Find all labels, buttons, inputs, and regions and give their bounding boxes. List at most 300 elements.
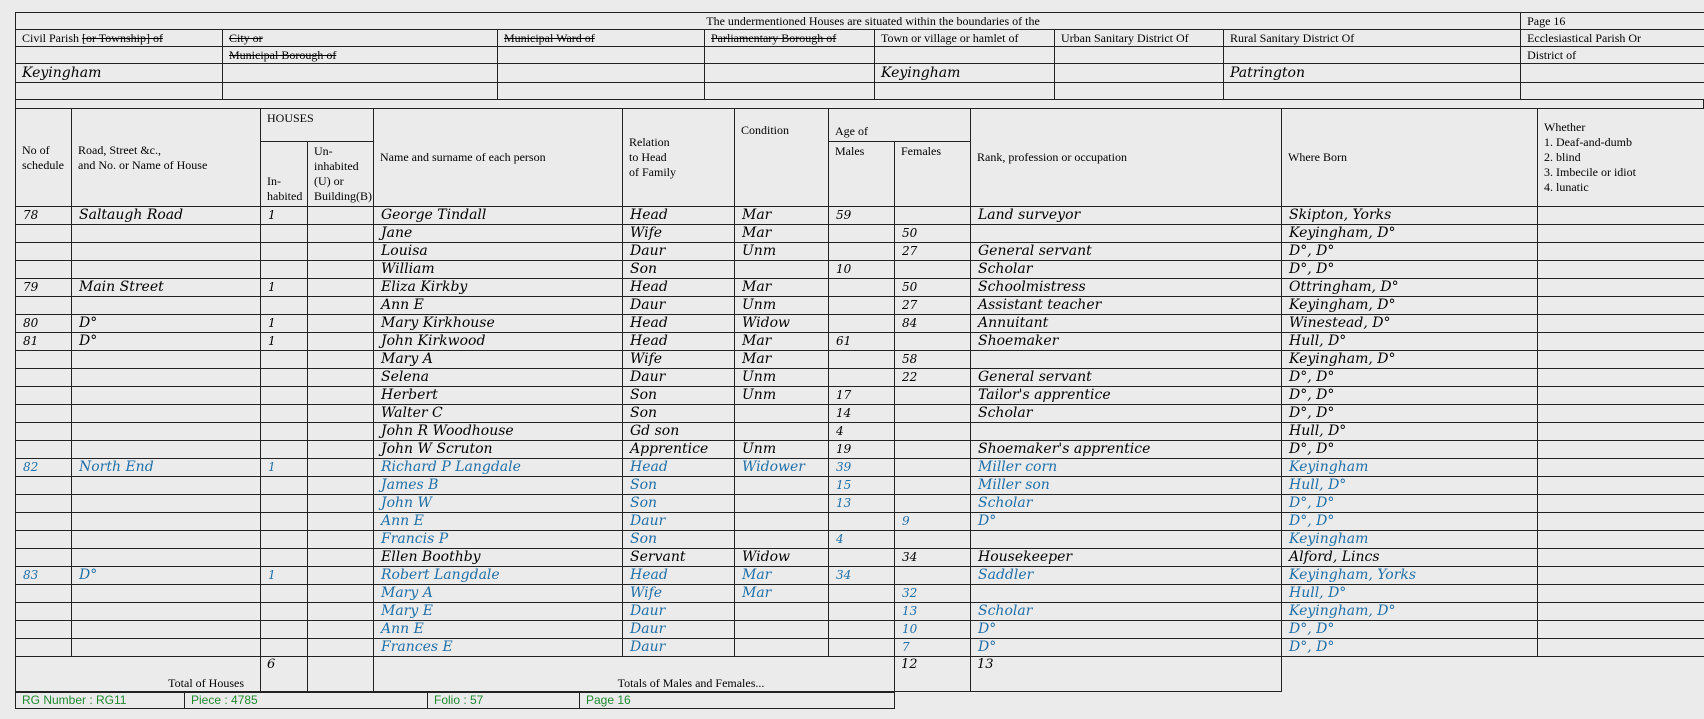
occupation-cell: Scholar	[971, 261, 1282, 279]
male-age-cell: 10	[829, 261, 895, 279]
birthplace-cell: D°, D°	[1282, 405, 1538, 423]
inhabited-cell: 1	[261, 567, 308, 585]
occupation-cell: D°	[971, 513, 1282, 531]
male-age-cell	[829, 513, 895, 531]
col-road: Road, Street &c., and No. or Name of House	[72, 109, 261, 207]
municipal-ward-label: Municipal Ward of	[498, 30, 705, 47]
relation-cell: Son	[623, 477, 735, 495]
birthplace-cell: D°, D°	[1282, 243, 1538, 261]
female-age-cell: 32	[895, 585, 971, 603]
uninhabited-cell	[308, 333, 374, 351]
col-schedule: No of schedule	[16, 109, 72, 207]
whether-cell	[1538, 621, 1704, 639]
civil-parish-label: Civil Parish [or Township] of	[16, 30, 223, 47]
inhabited-cell	[261, 585, 308, 603]
condition-cell	[735, 621, 829, 639]
relation-cell: Daur	[623, 639, 735, 657]
male-age-cell: 13	[829, 495, 895, 513]
male-age-cell	[829, 243, 895, 261]
occupation-cell: Land surveyor	[971, 207, 1282, 225]
person-name-cell: John Kirkwood	[374, 333, 623, 351]
condition-cell	[735, 639, 829, 657]
road-cell: D°	[72, 333, 261, 351]
birthplace-cell: D°, D°	[1282, 495, 1538, 513]
birthplace-cell: D°, D°	[1282, 513, 1538, 531]
census-row	[16, 441, 1704, 459]
inhabited-cell: 1	[261, 207, 308, 225]
occupation-cell	[971, 225, 1282, 243]
uninhabited-cell	[308, 315, 374, 333]
relation-cell: Daur	[623, 603, 735, 621]
occupation-cell: Shoemaker's apprentice	[971, 441, 1282, 459]
occupation-cell: Saddler	[971, 567, 1282, 585]
occupation-cell: General servant	[971, 243, 1282, 261]
whether-cell	[1538, 207, 1704, 225]
female-age-cell	[895, 333, 971, 351]
birthplace-cell: D°, D°	[1282, 387, 1538, 405]
female-age-cell: 58	[895, 351, 971, 369]
birthplace-cell: Keyingham	[1282, 459, 1538, 477]
reference-footer	[15, 692, 895, 709]
person-name-cell: George Tindall	[374, 207, 623, 225]
inhabited-cell	[261, 243, 308, 261]
male-age-cell	[829, 297, 895, 315]
schedule-cell	[16, 495, 72, 513]
census-row	[16, 405, 1704, 423]
male-age-cell: 34	[829, 567, 895, 585]
totals-mf-label: Totals of Males and Females...	[374, 657, 895, 692]
female-age-cell	[895, 261, 971, 279]
census-table	[15, 108, 1704, 692]
road-cell	[72, 603, 261, 621]
occupation-cell: Schoolmistress	[971, 279, 1282, 297]
male-age-cell	[829, 225, 895, 243]
birthplace-cell: Keyingham	[1282, 531, 1538, 549]
female-age-cell: 84	[895, 315, 971, 333]
birthplace-cell: Keyingham, Yorks	[1282, 567, 1538, 585]
col-inhabited: In- habited	[261, 142, 308, 207]
condition-cell: Unm	[735, 297, 829, 315]
inhabited-cell	[261, 423, 308, 441]
census-row	[16, 567, 1704, 585]
schedule-cell	[16, 243, 72, 261]
occupation-cell: Miller corn	[971, 459, 1282, 477]
whether-cell	[1538, 459, 1704, 477]
birthplace-cell: Hull, D°	[1282, 423, 1538, 441]
whether-cell	[1538, 261, 1704, 279]
schedule-cell	[16, 621, 72, 639]
female-age-cell	[895, 495, 971, 513]
census-row	[16, 477, 1704, 495]
schedule-cell	[16, 351, 72, 369]
road-cell	[72, 405, 261, 423]
condition-cell: Unm	[735, 243, 829, 261]
person-name-cell: Ann E	[374, 513, 623, 531]
inhabited-cell	[261, 261, 308, 279]
female-age-cell	[895, 531, 971, 549]
person-name-cell: John W	[374, 495, 623, 513]
birthplace-cell: D°, D°	[1282, 441, 1538, 459]
person-name-cell: James B	[374, 477, 623, 495]
male-age-cell: 19	[829, 441, 895, 459]
census-row	[16, 549, 1704, 567]
road-cell	[72, 585, 261, 603]
inhabited-cell	[261, 405, 308, 423]
person-name-cell: Walter C	[374, 405, 623, 423]
uninhabited-cell	[308, 549, 374, 567]
person-name-cell: Mary A	[374, 351, 623, 369]
uninhabited-cell	[308, 225, 374, 243]
female-age-cell	[895, 423, 971, 441]
uninhabited-cell	[308, 567, 374, 585]
road-cell	[72, 477, 261, 495]
census-row	[16, 207, 1704, 225]
male-age-cell	[829, 351, 895, 369]
relation-cell: Head	[623, 315, 735, 333]
relation-cell: Head	[623, 459, 735, 477]
census-rows	[16, 207, 1704, 657]
inhabited-cell	[261, 387, 308, 405]
male-age-cell: 4	[829, 423, 895, 441]
female-age-cell	[895, 567, 971, 585]
occupation-cell: Shoemaker	[971, 333, 1282, 351]
condition-cell: Mar	[735, 333, 829, 351]
male-age-cell	[829, 639, 895, 657]
inhabited-cell	[261, 441, 308, 459]
relation-cell: Son	[623, 531, 735, 549]
census-row	[16, 387, 1704, 405]
person-name-cell: Selena	[374, 369, 623, 387]
footer-page: Page 16	[580, 693, 895, 709]
occupation-cell: Scholar	[971, 405, 1282, 423]
whether-cell	[1538, 549, 1704, 567]
inhabited-cell	[261, 603, 308, 621]
condition-cell: Mar	[735, 351, 829, 369]
relation-cell: Daur	[623, 513, 735, 531]
whether-cell	[1538, 369, 1704, 387]
female-age-cell	[895, 477, 971, 495]
inhabited-cell	[261, 621, 308, 639]
road-cell	[72, 423, 261, 441]
col-where-born: Where Born	[1282, 109, 1538, 207]
relation-cell: Wife	[623, 351, 735, 369]
female-age-cell	[895, 405, 971, 423]
uninhabited-cell	[308, 531, 374, 549]
census-row	[16, 603, 1704, 621]
city-label: City or	[223, 30, 498, 47]
condition-cell: Mar	[735, 225, 829, 243]
whether-cell	[1538, 567, 1704, 585]
total-houses-value: 6	[261, 657, 308, 692]
town-label: Town or village or hamlet of	[875, 30, 1055, 47]
whether-cell	[1538, 315, 1704, 333]
road-cell: D°	[72, 315, 261, 333]
inhabited-cell: 1	[261, 459, 308, 477]
condition-cell	[735, 495, 829, 513]
road-cell: North End	[72, 459, 261, 477]
census-row	[16, 243, 1704, 261]
uninhabited-cell	[308, 585, 374, 603]
schedule-cell: 78	[16, 207, 72, 225]
condition-cell	[735, 531, 829, 549]
person-name-cell: John W Scruton	[374, 441, 623, 459]
birthplace-cell: Winestead, D°	[1282, 315, 1538, 333]
census-row	[16, 621, 1704, 639]
person-name-cell: Richard P Langdale	[374, 459, 623, 477]
schedule-cell	[16, 531, 72, 549]
birthplace-cell: D°, D°	[1282, 621, 1538, 639]
male-age-cell: 59	[829, 207, 895, 225]
schedule-cell	[16, 441, 72, 459]
uninhabited-cell	[308, 369, 374, 387]
condition-cell: Unm	[735, 369, 829, 387]
relation-cell: Head	[623, 279, 735, 297]
schedule-cell	[16, 513, 72, 531]
uninhabited-cell	[308, 351, 374, 369]
male-age-cell	[829, 315, 895, 333]
birthplace-cell: Ottringham, D°	[1282, 279, 1538, 297]
person-name-cell: Mary A	[374, 585, 623, 603]
female-age-cell: 22	[895, 369, 971, 387]
col-females: Females	[895, 142, 971, 207]
whether-cell	[1538, 243, 1704, 261]
occupation-cell: Assistant teacher	[971, 297, 1282, 315]
male-age-cell: 39	[829, 459, 895, 477]
relation-cell: Daur	[623, 243, 735, 261]
person-name-cell: Robert Langdale	[374, 567, 623, 585]
person-name-cell: Jane	[374, 225, 623, 243]
schedule-cell	[16, 369, 72, 387]
relation-cell: Son	[623, 495, 735, 513]
col-uninhabited: Un- inhabited (U) or Building(B)	[308, 142, 374, 207]
female-age-cell	[895, 387, 971, 405]
census-row	[16, 297, 1704, 315]
person-name-cell: Ann E	[374, 621, 623, 639]
person-name-cell: Eliza Kirkby	[374, 279, 623, 297]
inhabited-cell	[261, 369, 308, 387]
occupation-cell: D°	[971, 621, 1282, 639]
whether-cell	[1538, 513, 1704, 531]
condition-cell	[735, 423, 829, 441]
relation-cell: Head	[623, 207, 735, 225]
uninhabited-cell	[308, 639, 374, 657]
birthplace-cell: Alford, Lincs	[1282, 549, 1538, 567]
inhabited-cell	[261, 225, 308, 243]
whether-cell	[1538, 279, 1704, 297]
parliamentary-borough-label: Parliamentary Borough of	[705, 30, 875, 47]
relation-cell: Daur	[623, 369, 735, 387]
census-row	[16, 513, 1704, 531]
town-value: Keyingham	[875, 64, 1055, 83]
inhabited-cell: 1	[261, 279, 308, 297]
schedule-cell	[16, 477, 72, 495]
birthplace-cell: Hull, D°	[1282, 333, 1538, 351]
male-age-cell	[829, 603, 895, 621]
birthplace-cell: Keyingham, D°	[1282, 351, 1538, 369]
male-age-cell: 4	[829, 531, 895, 549]
uninhabited-cell	[308, 477, 374, 495]
road-cell	[72, 387, 261, 405]
census-row	[16, 495, 1704, 513]
road-cell	[72, 225, 261, 243]
road-cell: Saltaugh Road	[72, 207, 261, 225]
schedule-cell	[16, 423, 72, 441]
inhabited-cell: 1	[261, 333, 308, 351]
road-cell	[72, 531, 261, 549]
condition-cell: Mar	[735, 567, 829, 585]
whether-cell	[1538, 441, 1704, 459]
schedule-cell	[16, 261, 72, 279]
female-age-cell: 50	[895, 279, 971, 297]
uninhabited-cell	[308, 297, 374, 315]
relation-cell: Son	[623, 387, 735, 405]
piece-number: Piece : 4785	[185, 693, 428, 709]
male-age-cell	[829, 585, 895, 603]
birthplace-cell: D°, D°	[1282, 639, 1538, 657]
page-number: Page 16	[1521, 13, 1704, 30]
whether-cell	[1538, 531, 1704, 549]
occupation-cell	[971, 423, 1282, 441]
birthplace-cell: Skipton, Yorks	[1282, 207, 1538, 225]
male-age-cell: 14	[829, 405, 895, 423]
uninhabited-cell	[308, 279, 374, 297]
rg-number: RG Number : RG11	[16, 693, 185, 709]
census-row	[16, 531, 1704, 549]
civil-parish-value: Keyingham	[16, 64, 223, 83]
uninhabited-cell	[308, 495, 374, 513]
relation-cell: Son	[623, 405, 735, 423]
birthplace-cell: Keyingham, D°	[1282, 603, 1538, 621]
condition-cell	[735, 405, 829, 423]
road-cell	[72, 495, 261, 513]
person-name-cell: Francis P	[374, 531, 623, 549]
occupation-cell: Housekeeper	[971, 549, 1282, 567]
rural-value: Patrington	[1224, 64, 1521, 83]
females-total: 13	[971, 657, 1282, 692]
birthplace-cell: Hull, D°	[1282, 585, 1538, 603]
schedule-cell: 80	[16, 315, 72, 333]
col-rank: Rank, profession or occupation	[971, 109, 1282, 207]
inhabited-cell	[261, 477, 308, 495]
male-age-cell	[829, 279, 895, 297]
male-age-cell: 61	[829, 333, 895, 351]
schedule-cell	[16, 297, 72, 315]
female-age-cell: 27	[895, 297, 971, 315]
uninhabited-cell	[308, 441, 374, 459]
relation-cell: Apprentice	[623, 441, 735, 459]
census-sheet	[15, 12, 1704, 709]
condition-cell: Widower	[735, 459, 829, 477]
male-age-cell: 17	[829, 387, 895, 405]
col-males: Males	[829, 142, 895, 207]
person-name-cell: Ellen Boothby	[374, 549, 623, 567]
schedule-cell: 79	[16, 279, 72, 297]
col-houses: HOUSES	[261, 109, 374, 142]
birthplace-cell: D°, D°	[1282, 369, 1538, 387]
condition-cell: Widow	[735, 315, 829, 333]
inhabited-cell	[261, 351, 308, 369]
male-age-cell	[829, 369, 895, 387]
whether-cell	[1538, 333, 1704, 351]
inhabited-cell	[261, 297, 308, 315]
total-houses-label: Total of Houses	[16, 657, 261, 692]
boundaries-title: The undermentioned Houses are situated within the boundaries of the	[706, 14, 1040, 28]
inhabited-cell: 1	[261, 315, 308, 333]
relation-cell: Daur	[623, 621, 735, 639]
census-row	[16, 261, 1704, 279]
relation-cell: Wife	[623, 225, 735, 243]
relation-cell: Son	[623, 261, 735, 279]
road-cell	[72, 297, 261, 315]
female-age-cell	[895, 441, 971, 459]
uninhabited-cell	[308, 459, 374, 477]
condition-cell	[735, 603, 829, 621]
schedule-cell	[16, 603, 72, 621]
uninhabited-cell	[308, 513, 374, 531]
whether-cell	[1538, 351, 1704, 369]
whether-cell	[1538, 387, 1704, 405]
folio-number: Folio : 57	[428, 693, 580, 709]
condition-cell	[735, 513, 829, 531]
occupation-cell	[971, 585, 1282, 603]
occupation-cell: Scholar	[971, 495, 1282, 513]
whether-cell	[1538, 585, 1704, 603]
ecclesiastical-label: Ecclesiastical Parish Or	[1521, 30, 1704, 47]
census-row	[16, 585, 1704, 603]
males-total: 12	[895, 657, 971, 692]
col-age-of: Age of	[829, 109, 971, 142]
whether-cell	[1538, 639, 1704, 657]
whether-cell	[1538, 297, 1704, 315]
census-row	[16, 369, 1704, 387]
condition-cell	[735, 477, 829, 495]
col-condition: Condition	[735, 109, 829, 207]
birthplace-cell: Keyingham, D°	[1282, 297, 1538, 315]
male-age-cell: 15	[829, 477, 895, 495]
male-age-cell	[829, 549, 895, 567]
road-cell	[72, 621, 261, 639]
female-age-cell: 27	[895, 243, 971, 261]
female-age-cell	[895, 459, 971, 477]
inhabited-cell	[261, 495, 308, 513]
birthplace-cell: Keyingham, D°	[1282, 225, 1538, 243]
road-cell	[72, 261, 261, 279]
person-name-cell: Herbert	[374, 387, 623, 405]
uninhabited-cell	[308, 387, 374, 405]
female-age-cell: 34	[895, 549, 971, 567]
occupation-cell: Scholar	[971, 603, 1282, 621]
whether-cell	[1538, 225, 1704, 243]
schedule-cell	[16, 639, 72, 657]
road-cell	[72, 369, 261, 387]
female-age-cell: 7	[895, 639, 971, 657]
road-cell	[72, 441, 261, 459]
condition-cell: Unm	[735, 441, 829, 459]
road-cell	[72, 351, 261, 369]
condition-cell	[735, 261, 829, 279]
rural-label: Rural Sanitary District Of	[1224, 30, 1521, 47]
uninhabited-cell	[308, 621, 374, 639]
schedule-cell: 81	[16, 333, 72, 351]
census-row	[16, 225, 1704, 243]
birthplace-cell: Hull, D°	[1282, 477, 1538, 495]
relation-cell: Head	[623, 567, 735, 585]
district-of-label: District of	[1521, 47, 1704, 64]
condition-cell: Mar	[735, 207, 829, 225]
relation-cell: Head	[623, 333, 735, 351]
relation-cell: Gd son	[623, 423, 735, 441]
census-row	[16, 459, 1704, 477]
